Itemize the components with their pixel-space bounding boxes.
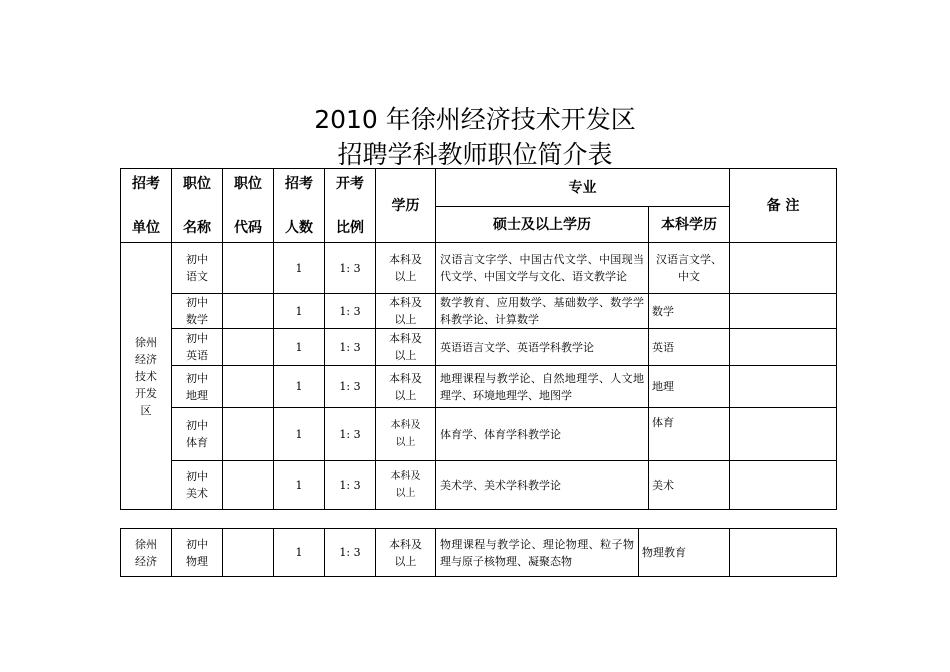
ratio-cell: 1: 3 (325, 243, 376, 294)
education-cell: 本科及 以上 (376, 294, 436, 329)
position-name-cell: 初中 物理 (172, 529, 223, 577)
count-cell: 1 (274, 366, 325, 408)
position-code-cell (223, 329, 274, 366)
position-name-cell: 初中 数学 (172, 294, 223, 329)
position-name-cell: 初中 美术 (172, 461, 223, 510)
education-cell: 本科及 以上 (376, 461, 436, 510)
position-name-cell: 初中 语文 (172, 243, 223, 294)
position-name-cell: 初中 体育 (172, 408, 223, 461)
major-bachelor-cell: 美术 (649, 461, 730, 510)
ratio-cell: 1: 3 (325, 408, 376, 461)
unit-name-cell: 徐州 经济 技术 开发 区 (121, 243, 172, 510)
page-title-line1: 2010 年徐州经济技术开发区 (314, 105, 636, 134)
ratio-cell: 1: 3 (325, 529, 376, 577)
table-row (121, 408, 837, 461)
major-bachelor-cell: 汉语言文学、中文 (649, 243, 730, 294)
position-name-cell: 初中 地理 (172, 366, 223, 408)
count-cell: 1 (274, 461, 325, 510)
table-row (121, 529, 837, 577)
unit-name-cell: 徐州 经济 (121, 529, 172, 577)
table-row (121, 294, 837, 329)
table-row (121, 243, 837, 294)
count-cell: 1 (274, 329, 325, 366)
education-cell: 本科及 以上 (376, 329, 436, 366)
major-bachelor-cell: 物理教育 (639, 529, 730, 577)
header-remarks: 备 注 (730, 169, 837, 243)
ratio-cell: 1: 3 (325, 366, 376, 408)
education-cell: 本科及 以上 (376, 243, 436, 294)
major-bachelor-cell: 地理 (649, 366, 730, 408)
position-code-cell (223, 529, 274, 577)
header-major-bachelor: 本科学历 (649, 207, 730, 243)
header-major: 专业 (436, 169, 730, 207)
major-bachelor-cell: 数学 (649, 294, 730, 329)
position-code-cell (223, 243, 274, 294)
count-cell: 1 (274, 408, 325, 461)
ratio-cell: 1: 3 (325, 461, 376, 510)
header-education: 学历 (376, 169, 436, 243)
major-master-cell: 数学教育、应用数学、基础数学、数学学科教学论、计算数学 (436, 294, 649, 329)
table-row (121, 366, 837, 408)
ratio-cell: 1: 3 (325, 329, 376, 366)
major-bachelor-cell: 英语 (649, 329, 730, 366)
table-row (121, 329, 837, 366)
remark-cell (730, 243, 837, 294)
remark-cell (730, 366, 837, 408)
page-title-line2: 招聘学科教师职位简介表 (337, 140, 613, 169)
ratio-cell: 1: 3 (325, 294, 376, 329)
remark-cell (730, 529, 837, 577)
header-ratio: 开考 比例 (325, 169, 376, 243)
positions-table-continued (120, 528, 837, 577)
education-cell: 本科及 以上 (376, 366, 436, 408)
position-code-cell (223, 366, 274, 408)
position-code-cell (223, 461, 274, 510)
header-count: 招考 人数 (274, 169, 325, 243)
major-master-cell: 英语语言文学、英语学科教学论 (436, 329, 649, 366)
table-row (121, 461, 837, 510)
header-position-name: 职位 名称 (172, 169, 223, 243)
count-cell: 1 (274, 294, 325, 329)
remark-cell (730, 329, 837, 366)
remark-cell (730, 408, 837, 461)
count-cell: 1 (274, 529, 325, 577)
position-name-cell: 初中 英语 (172, 329, 223, 366)
major-master-cell: 美术学、美术学科教学论 (436, 461, 649, 510)
education-cell: 本科及 以上 (376, 529, 436, 577)
major-master-cell: 地理课程与教学论、自然地理学、人文地理学、环境地理学、地图学 (436, 366, 649, 408)
position-code-cell (223, 294, 274, 329)
position-code-cell (223, 408, 274, 461)
major-bachelor-cell: 体育 (649, 408, 730, 461)
education-cell: 本科及 以上 (376, 408, 436, 461)
major-master-cell: 物理课程与教学论、理论物理、粒子物理与原子核物理、凝聚态物 (436, 529, 639, 577)
remark-cell (730, 461, 837, 510)
major-master-cell: 体育学、体育学科教学论 (436, 408, 649, 461)
count-cell: 1 (274, 243, 325, 294)
header-major-master: 硕士及以上学历 (436, 207, 649, 243)
remark-cell (730, 294, 837, 329)
header-unit: 招考 单位 (121, 169, 172, 243)
major-master-cell: 汉语言文字学、中国古代文学、中国现当代文学、中国文学与文化、语文教学论 (436, 243, 649, 294)
header-position-code: 职位 代码 (223, 169, 274, 243)
positions-table (120, 168, 837, 510)
